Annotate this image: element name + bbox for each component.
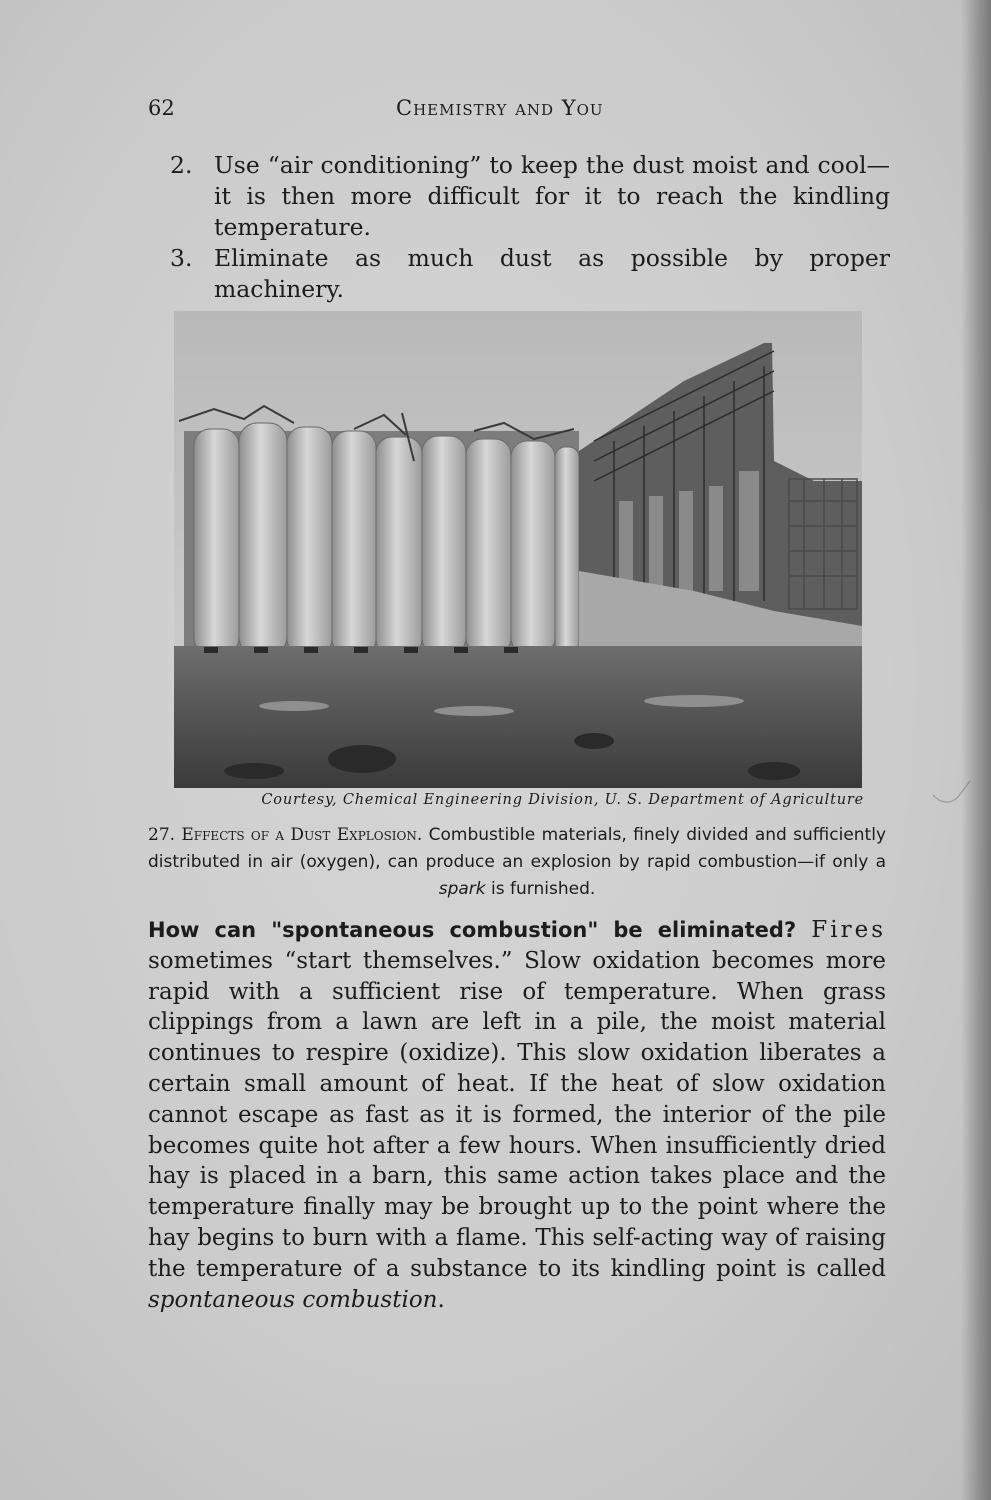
body-paragraph <box>148 915 886 1315</box>
list-item-text: Use “air conditioning” to keep the dust moist and cool—it is then more difficult for it to reach the kindling temperature. <box>214 151 890 241</box>
paragraph-text: sometimes “start themselves.” Slow oxidation becomes more rapid with a sufficient rise of temperature. When grass clippings from a lawn are left in a pile, the moist material continues to respire (oxidize). This slow oxidation liberates a certain small amount of heat. If the heat of slow oxidation cannot escape as fast as it is formed, the interior of the pile becomes quite hot after a few hours. When insufficiently dried hay is placed in a barn, this same action takes place and the temperature finally may be brought up to the point where the hay begins to burn with a flame. This self-acting way of raising the temperature of a substance to its kindling point is called <box>148 947 886 1282</box>
caption-emphasis: spark <box>438 879 486 899</box>
page-number: 62 <box>148 96 175 120</box>
photo-credit: Courtesy, Chemical Engineering Division, U. S. Department of Agriculture <box>261 792 864 808</box>
list-item <box>170 150 890 243</box>
defined-term: spontaneous combustion <box>148 1286 438 1313</box>
list-item-text: Eliminate as much dust as possible by proper machinery. <box>214 244 890 303</box>
dust-explosion-photo <box>174 311 862 788</box>
grain-elevator-ruins-illustration <box>174 311 862 788</box>
list-item-number: 2. <box>170 151 193 179</box>
lead-word: Fires <box>811 917 887 943</box>
list-item-number: 3. <box>170 244 193 272</box>
section-question: How can "spontaneous combustion" be eliminated? <box>148 918 797 942</box>
caption-tail: is furnished. <box>491 879 596 899</box>
caption-body: Combustible materials, finely divided and sufficiently distributed in air (oxygen), can produce an explosion by rapid combustion—if only a <box>148 825 887 872</box>
paragraph-end: . <box>437 1286 445 1313</box>
figure-caption <box>148 822 886 903</box>
numbered-list <box>170 150 890 305</box>
list-item <box>170 243 890 305</box>
book-title: Chemistry and You <box>396 96 604 120</box>
page-edge-shadow <box>961 0 991 1500</box>
caption-heading: 27. Effects of a Dust Explosion. <box>148 825 423 845</box>
running-head <box>148 96 888 130</box>
